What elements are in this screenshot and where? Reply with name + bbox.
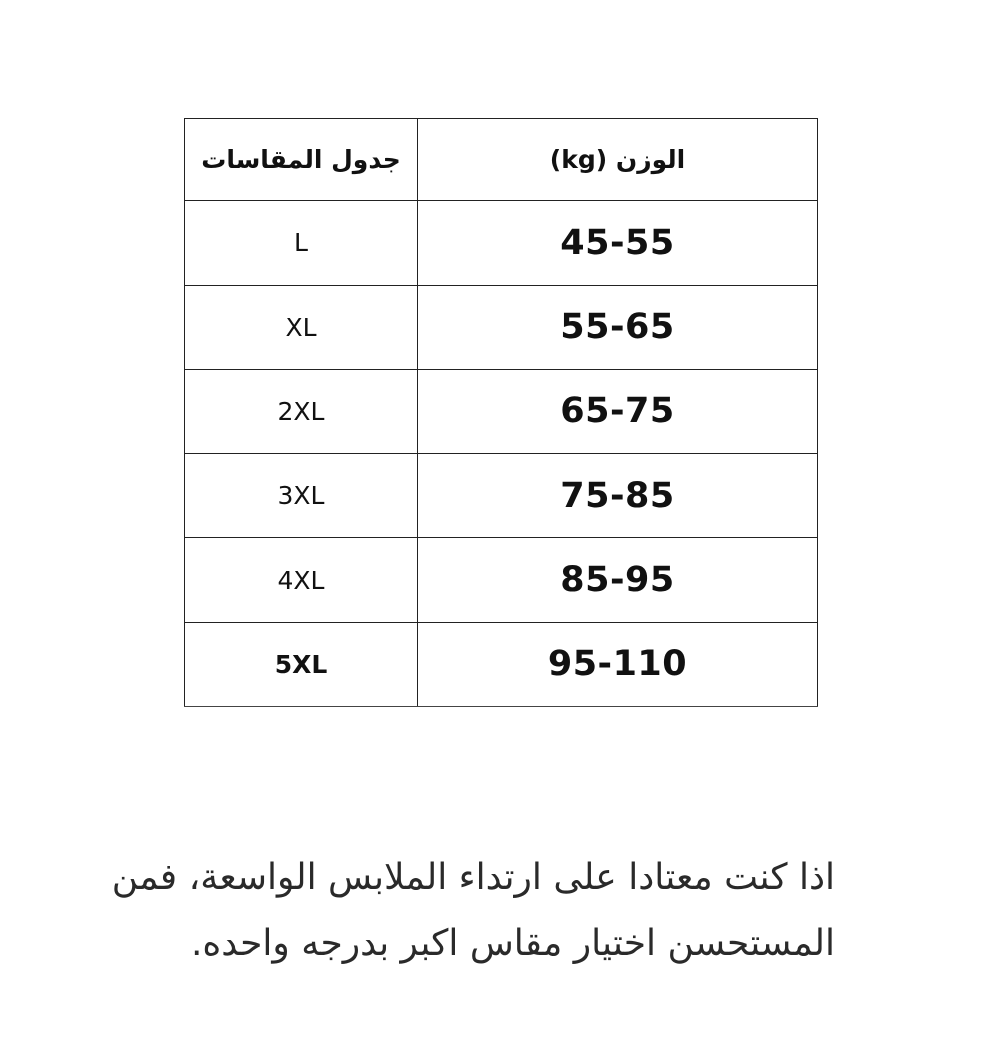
weight-column-header: الوزن (kg) bbox=[418, 119, 818, 201]
weight-cell: 45-55 bbox=[418, 201, 818, 285]
table-row bbox=[185, 538, 818, 622]
table-header-row bbox=[185, 119, 818, 201]
size-column-header: جدول المقاسات bbox=[185, 119, 418, 201]
size-cell: 3XL bbox=[185, 454, 418, 538]
size-cell: L bbox=[185, 201, 418, 285]
weight-cell: 65-75 bbox=[418, 369, 818, 453]
size-cell: XL bbox=[185, 285, 418, 369]
table-row bbox=[185, 369, 818, 453]
table-row bbox=[185, 201, 818, 285]
sizing-advice-note bbox=[100, 845, 835, 977]
weight-cell: 75-85 bbox=[418, 454, 818, 538]
weight-cell: 95-110 bbox=[418, 622, 818, 706]
size-cell: 5XL bbox=[185, 622, 418, 706]
note-line: المستحسن اختيار مقاس اكبر بدرجه واحده. bbox=[190, 923, 835, 964]
table-row bbox=[185, 622, 818, 706]
weight-cell: 55-65 bbox=[418, 285, 818, 369]
size-chart-table bbox=[184, 118, 818, 707]
table-row bbox=[185, 454, 818, 538]
size-cell: 2XL bbox=[185, 369, 418, 453]
note-line: اذا كنت معتادا على ارتداء الملابس الواسعة، فمن bbox=[111, 857, 835, 898]
table-row bbox=[185, 285, 818, 369]
size-cell: 4XL bbox=[185, 538, 418, 622]
weight-cell: 85-95 bbox=[418, 538, 818, 622]
